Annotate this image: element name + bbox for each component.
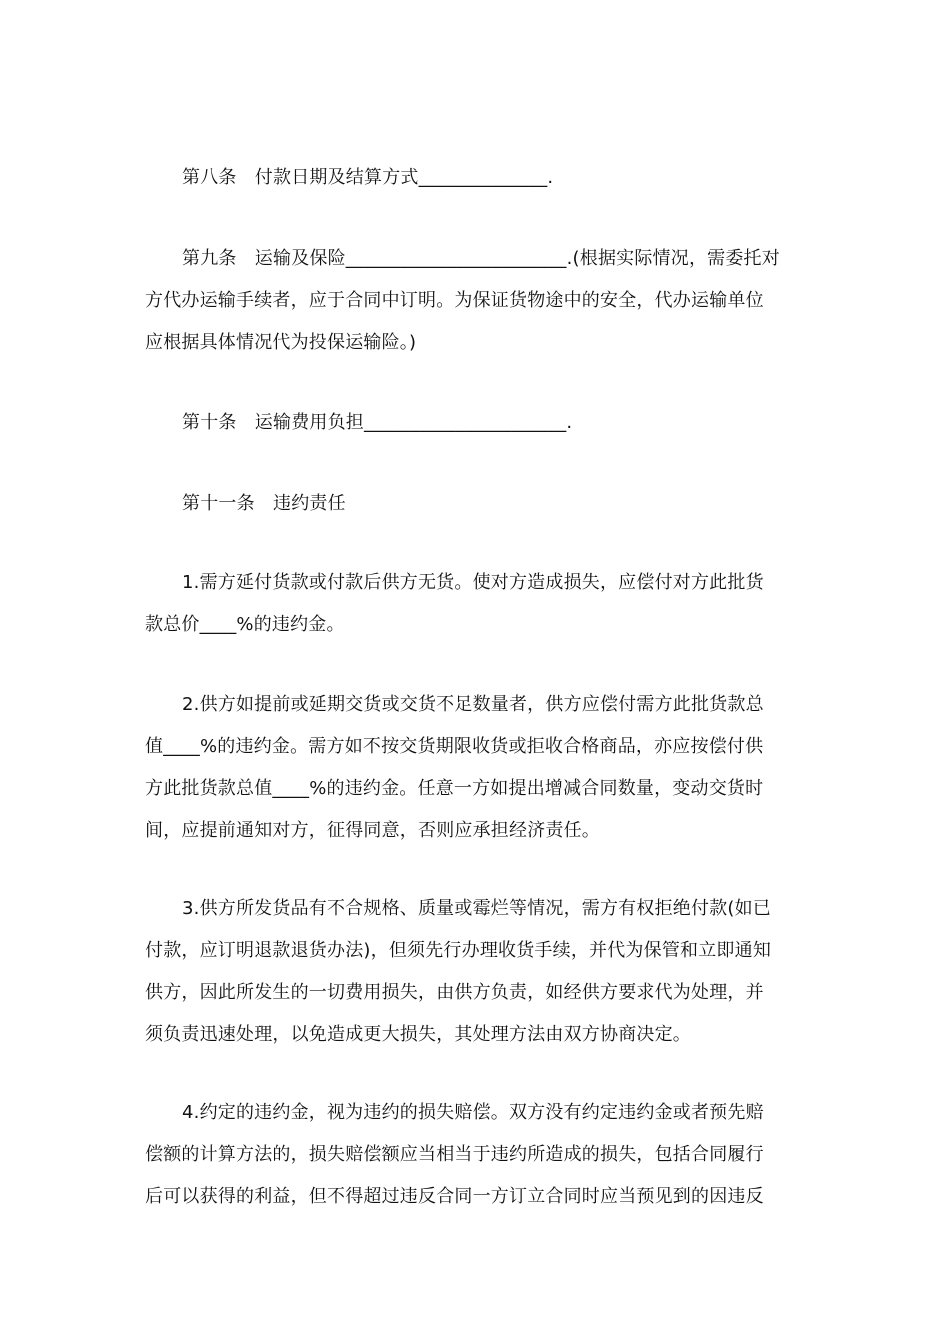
clause-4-line: 偿额的计算方法的，损失赔偿额应当相当于违约所造成的损失，包括合同履行 [145, 1144, 764, 1165]
clause-2-line: 2.供方如提前或延期交货或交货不足数量者，供方应偿付需方此批货款总 [182, 694, 764, 715]
article-11-heading [145, 483, 805, 525]
clause-3-paragraph [145, 888, 805, 1056]
clause-2-paragraph [145, 684, 805, 852]
clause-2-line: 间，应提前通知对方，征得同意，否则应承担经济责任。 [145, 820, 600, 841]
article-11-title: 第十一条 违约责任 [182, 493, 346, 514]
clause-3-line: 付款，应订明退款退货办法)，但须先行办理收货手续，并代为保管和立即通知 [145, 940, 772, 961]
article-10-paragraph [145, 402, 805, 444]
article-9-paragraph [145, 238, 805, 364]
article-9-line: 第九条 运输及保险________________________.(根据实际情况，需委托对 [182, 248, 780, 269]
clause-1-line: 款总价____%的违约金。 [145, 614, 345, 635]
clause-2-line: 方此批货款总值____%的违约金。任意一方如提出增减合同数量，变动交货时 [145, 778, 764, 799]
clause-1-line: 1.需方延付货款或付款后供方无货。使对方造成损失，应偿付对方此批货 [182, 572, 764, 593]
article-8-paragraph [145, 157, 805, 199]
clause-3-line: 供方，因此所发生的一切费用损失，由供方负责，如经供方要求代为处理，并 [145, 982, 764, 1003]
article-9-line: 应根据具体情况代为投保运输险。) [145, 332, 417, 353]
clause-1-paragraph [145, 562, 805, 646]
clause-3-line: 须负责迅速处理，以免造成更大损失，其处理方法由双方协商决定。 [145, 1024, 691, 1045]
article-8-line: 第八条 付款日期及结算方式______________. [182, 167, 554, 188]
clause-3-line: 3.供方所发货品有不合规格、质量或霉烂等情况，需方有权拒绝付款(如已 [182, 898, 771, 919]
clause-4-paragraph [145, 1092, 805, 1218]
article-10-line: 第十条 运输费用负担______________________. [182, 412, 573, 433]
clause-4-line: 后可以获得的利益，但不得超过违反合同一方订立合同时应当预见到的因违反 [145, 1186, 764, 1207]
clause-2-line: 值____%的违约金。需方如不按交货期限收货或拒收合格商品，亦应按偿付供 [145, 736, 764, 757]
article-9-line: 方代办运输手续者，应于合同中订明。为保证货物途中的安全，代办运输单位 [145, 290, 764, 311]
clause-4-line: 4.约定的违约金，视为违约的损失赔偿。双方没有约定违约金或者预先赔 [182, 1102, 764, 1123]
